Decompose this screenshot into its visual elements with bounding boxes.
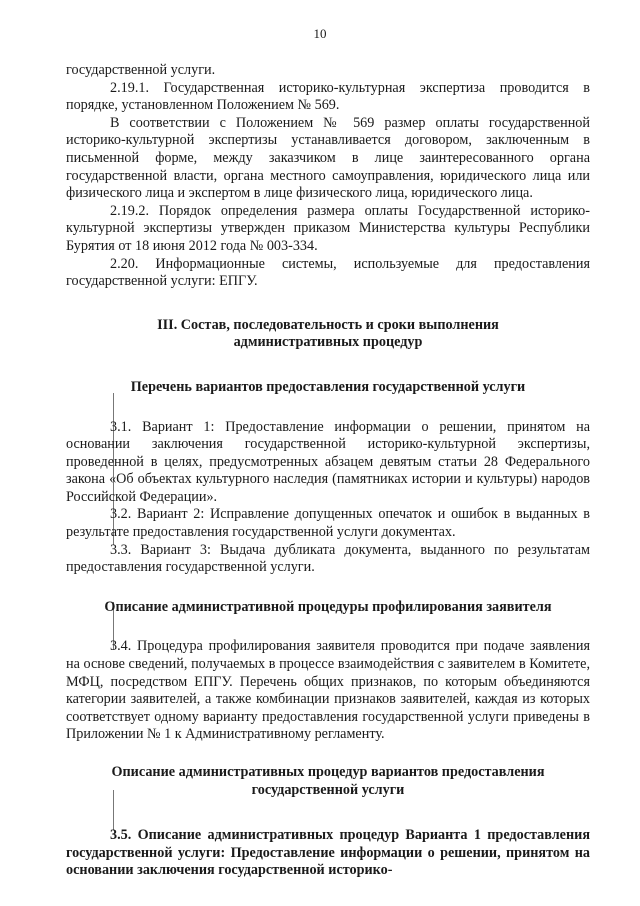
profiling-paragraph: 3.4. Процедура профилирования заявителя проводится при подаче заявления на основе сведений, получаемых в процессе взаимодействия с заявителем в Комитете, МФЦ, посредством ЕПГУ. Перечень общих признаков, по которым объединяются категории заявителей, а также комбинации признаков заявителей, каждая из которых соответствует одному варианту предоставления государственной услуги приведены в Приложении № 1 к Административному регламенту. bbox=[66, 638, 590, 743]
paragraph-continuation: государственной услуги. bbox=[66, 62, 216, 78]
section-heading: III. Состав, последовательность и сроки выполнения административных процедур bbox=[157, 316, 499, 351]
paragraph-payment: В соответствии с Положением № 569 размер оплаты государственной историко-культурной экспертизы устанавливается договором, заключенным в письменной форме, между заказчиком в лице заинтересованного органа государственной власти, органа местного самоуправления, юридического лица или физического лица и экспертом в лице физического лица, юридического лица. bbox=[66, 114, 590, 202]
page-number: 10 bbox=[313, 26, 327, 41]
paragraph-2-19-2: 2.19.2. Порядок определения размера оплаты Государственной историко-культурной экспертизы утвержден приказом Министерства культуры Республики Бурятия от 18 июня 2012 года № 003-334. bbox=[66, 202, 590, 254]
variant-1-procedure-paragraph: 3.5. Описание административных процедур Варианта 1 предоставления государственной услуги: Предоставление информации о решении, принятом на основании заключения государственной историко- bbox=[66, 827, 590, 879]
document-body bbox=[66, 62, 590, 880]
profiling-heading: Описание административной процедуры профилирования заявителя bbox=[104, 598, 552, 615]
variant-2: 3.2. Вариант 2: Исправление допущенных опечаток и ошибок в выданных в результате предоставления государственной услуги документах. bbox=[66, 506, 590, 541]
procedures-heading: Описание административных процедур вариантов предоставления государственной услуги bbox=[111, 764, 545, 798]
paragraph-2-20: 2.20. Информационные системы, используемые для предоставления государственной услуги: ЕПГУ. bbox=[66, 255, 590, 290]
variant-3: 3.3. Вариант 3: Выдача дубликата документа, выданного по результатам предоставления государственной услуги. bbox=[66, 541, 590, 576]
paragraph-2-19-1: 2.19.1. Государственная историко-культурная экспертиза проводится в порядке, установленном Положением № 569. bbox=[66, 79, 590, 114]
variant-1: 3.1. Вариант 1: Предоставление информации о решении, принятом на основании заключения государственной историко-культурной экспертизы, проведенной в целях, предусмотренных абзацем девятым статьи 28 Федерального закона «Об объектах культурного наследия (памятниках истории и культуры) народов Российской Федерации». bbox=[66, 418, 590, 505]
variants-heading: Перечень вариантов предоставления государственной услуги bbox=[130, 378, 526, 395]
